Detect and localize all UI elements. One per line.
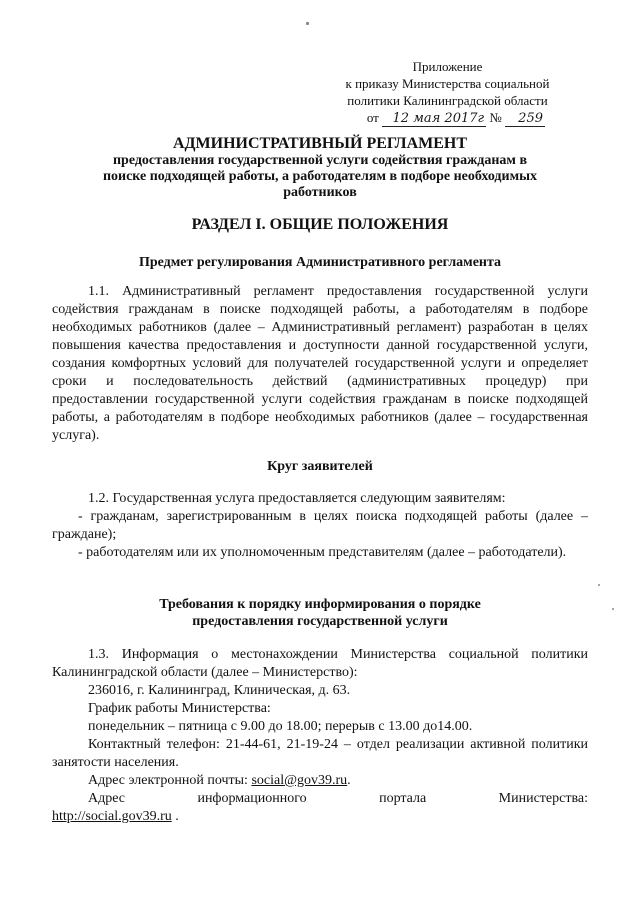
date-prefix: от <box>366 110 379 125</box>
portal-link[interactable]: http://social.gov39.ru <box>52 809 172 824</box>
paragraph-1-1 <box>52 283 588 445</box>
heading-information-line-1: Требования к порядку информирования о порядке <box>159 597 481 612</box>
email-link[interactable]: social@gov39.ru <box>251 773 348 788</box>
applicants-block <box>52 490 588 562</box>
email-line <box>52 772 588 790</box>
section-heading: РАЗДЕЛ I. ОБЩИЕ ПОЛОЖЕНИЯ <box>191 216 449 233</box>
document-title: АДМИНИСТРАТИВНЫЙ РЕГЛАМЕНТ <box>172 135 468 152</box>
heading-applicants: Круг заявителей <box>267 459 373 474</box>
number-prefix: № <box>489 110 502 125</box>
applicant-item-citizens: - гражданам, зарегистрированным в целях поиска подходящей работы (далее – граждане); <box>52 509 588 542</box>
paragraph-1-2: 1.2. Государственная услуга предоставляется следующим заявителям: <box>88 491 506 506</box>
portal-label: Адрес информационного портала Министерства: <box>88 791 588 806</box>
heading-subject: Предмет регулирования Административного регламента <box>138 255 502 270</box>
portal-suffix: . <box>171 809 179 824</box>
schedule-label: График работы Министерства: <box>88 701 271 716</box>
portal-line <box>52 808 588 826</box>
paragraph-1-3: 1.3. Информация о местонахождении Министерства социальной политики Калининградской области (далее – Министерство): <box>52 647 588 680</box>
applicant-item-employers: - работодателям или их уполномоченным представителям (далее – работодатели). <box>78 545 567 560</box>
paragraph-1-1-text: 1.1. Административный регламент предоставления государственной услуги содействия гражданам в поиске подходящей работы, а работодателям в подборе необходимых работников (далее – Административный регламент) разработан в целях повышения качества предоставления и доступности данной государственной услуги, создания комфортных условий для получателей государственной услуги и определяет сроки и последовательность действий (административных процедур) при предоставлении государственной услуги содействия гражданам в поиске подходящей работы, а работодателям в подборе необходимых работников (далее – государственная услуга). <box>52 284 588 443</box>
information-block <box>52 646 588 826</box>
document-subtitle: предоставления государственной услуги содействия гражданам в поиске подходящей работы, а работодателям в подборе необходимых работников <box>102 153 538 200</box>
contact-phone: Контактный телефон: 21-44-61, 21-19-24 – отдел реализации активной политики занятости населения. <box>52 737 588 770</box>
heading-information-line-2: предоставления государственной услуги <box>192 614 448 629</box>
annex-line-2: к приказу Министерства социальной <box>345 76 550 91</box>
annex-line-3: политики Калининградской области <box>347 93 548 108</box>
handwritten-number: 259 <box>505 112 545 127</box>
handwritten-date: 12 мая 2017г <box>382 112 486 127</box>
email-label: Адрес электронной почты: <box>88 773 252 788</box>
annex-header <box>330 58 565 127</box>
scan-speck <box>612 608 614 610</box>
scan-speck <box>306 22 309 25</box>
annex-date-line <box>330 109 565 127</box>
scan-speck <box>598 584 600 586</box>
email-suffix: . <box>347 773 351 788</box>
annex-line-1: Приложение <box>412 59 483 74</box>
schedule-text: понедельник – пятница с 9.00 до 18.00; перерыв с 13.00 до14.00. <box>88 719 473 734</box>
ministry-address: 236016, г. Калининград, Клиническая, д. 63. <box>88 683 351 698</box>
